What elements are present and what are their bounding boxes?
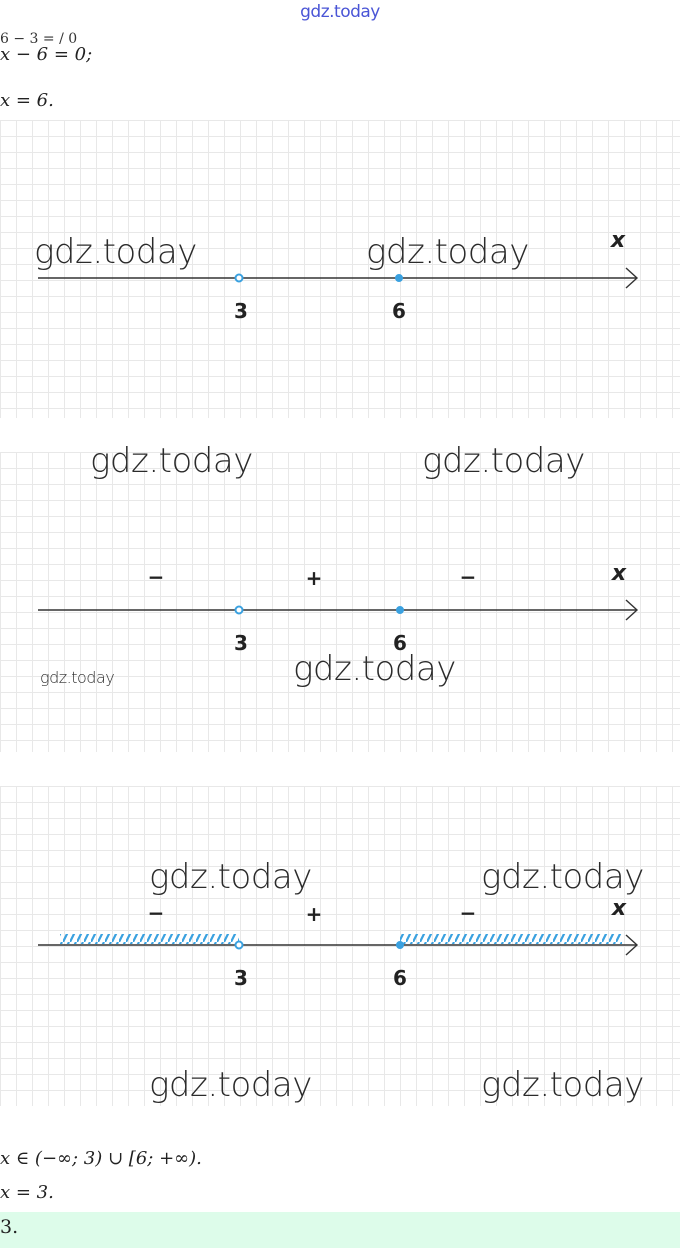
number-line-figure-2 [0, 441, 680, 752]
point-a-label: 3 [234, 966, 248, 990]
number-line-svg-3 [0, 786, 680, 1106]
cropped-equation-line: 6 − 3 = / 0 [0, 31, 78, 47]
sign-right: − [459, 901, 477, 925]
shaded-interval-right [400, 934, 622, 944]
equation-line-1: x − 6 = 0; [0, 44, 93, 65]
solution-x-value: x = 3. [0, 1182, 54, 1203]
watermark-text: gdz.today [422, 441, 585, 481]
solution-interval: x ∈ (−∞; 3) ∪ [6; +∞). [0, 1148, 202, 1169]
number-line-figure-1 [0, 120, 680, 418]
closed-point-b [396, 275, 403, 282]
answer-box [0, 1212, 680, 1248]
sign-left: − [147, 901, 165, 925]
sign-middle: + [305, 566, 323, 590]
watermark-text-small: gdz.today [40, 668, 115, 687]
watermark-text: gdz.today [366, 232, 529, 272]
open-point-a [236, 607, 243, 614]
axis-label: x [611, 896, 627, 921]
sign-left: − [147, 565, 165, 589]
watermark-text: gdz.today [293, 649, 456, 689]
watermark-text: gdz.today [34, 232, 197, 272]
shaded-interval-left [60, 934, 239, 944]
sign-right: − [459, 565, 477, 589]
watermark-text: gdz.today [149, 1065, 312, 1105]
closed-point-b [397, 607, 404, 614]
open-point-a [236, 275, 243, 282]
axis-label: x [610, 228, 626, 253]
watermark-text: gdz.today [149, 857, 312, 897]
watermark-text: gdz.today [481, 1065, 644, 1105]
watermark-text: gdz.today [481, 857, 644, 897]
answer-text: 3. [0, 1216, 19, 1238]
point-b-label: 6 [393, 631, 407, 655]
equation-line-2: x = 6. [0, 90, 54, 111]
point-b-label: 6 [392, 299, 406, 323]
site-brand-link[interactable]: gdz.today [300, 2, 380, 22]
number-line-svg-2 [0, 452, 680, 752]
point-a-label: 3 [234, 299, 248, 323]
watermark-text: gdz.today [90, 441, 253, 481]
point-b-label: 6 [393, 966, 407, 990]
axis-label: x [611, 561, 627, 586]
open-point-a [236, 942, 243, 949]
number-line-figure-3 [0, 786, 680, 1106]
closed-point-b [397, 942, 404, 949]
point-a-label: 3 [234, 631, 248, 655]
sign-middle: + [305, 902, 323, 926]
